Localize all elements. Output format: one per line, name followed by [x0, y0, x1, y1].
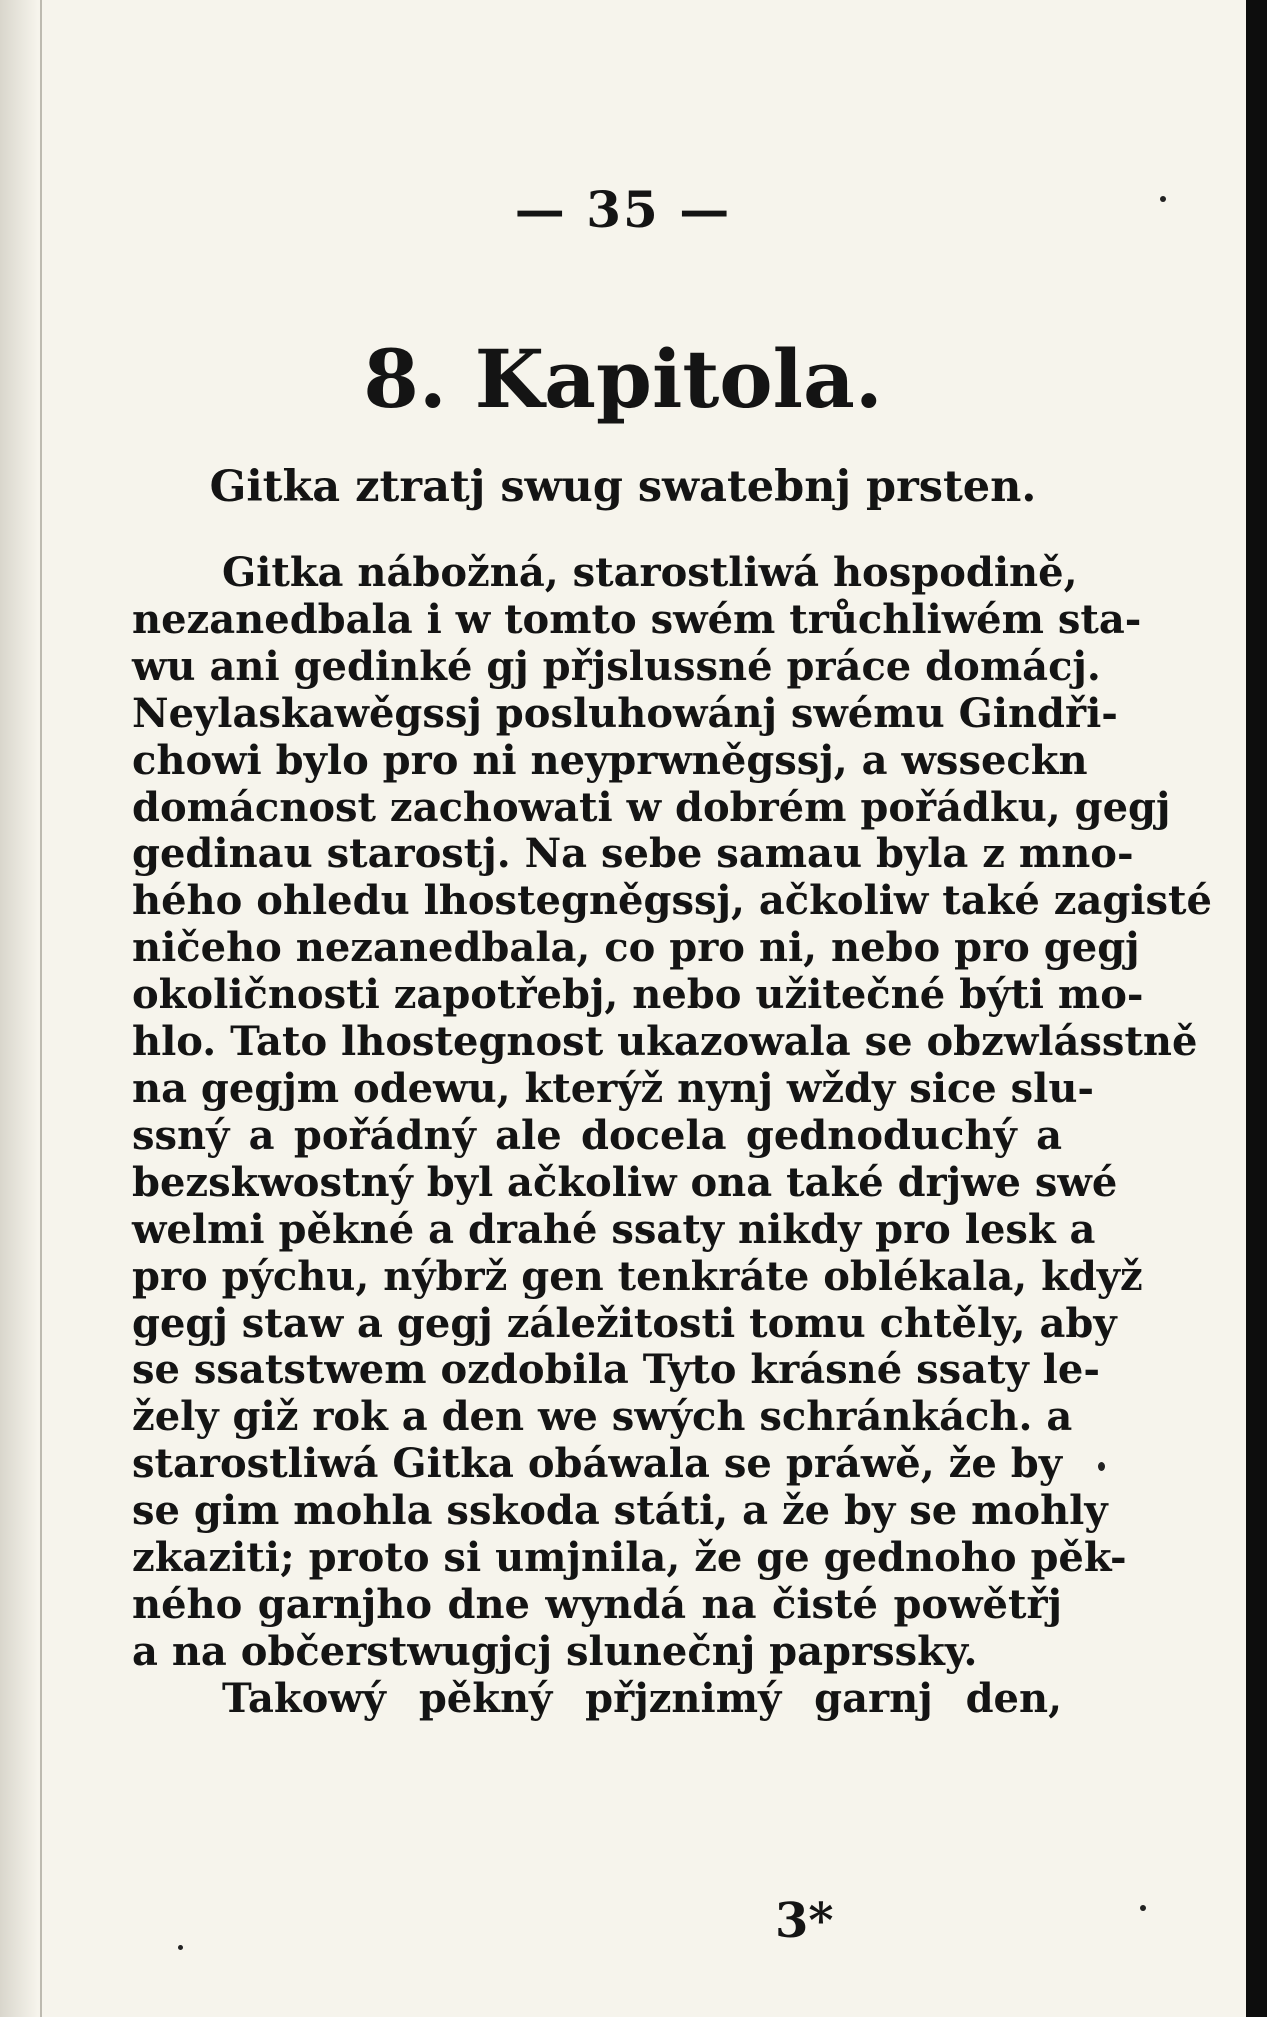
text-line: se gim mohla sskoda státi, a že by se mohly	[132, 1487, 1108, 1535]
text-line: pro pýchu, nýbrž gen tenkráte oblékala, když	[132, 1252, 1143, 1300]
body-text	[132, 549, 1212, 1723]
ink-speck	[178, 1945, 183, 1950]
text-line: wu ani gedinké gj přjslussné práce domácj.	[132, 642, 1101, 690]
text-line: Neylaskawěgssj posluhowánj swému Gindři-	[132, 689, 1118, 737]
signature-mark: 3*	[775, 1893, 834, 1949]
text-line: nezanedbala i w tomto swém trůchliwém sta-	[132, 595, 1142, 643]
text-line: Gitka nábožná, starostliwá hospodině,	[222, 549, 1078, 596]
text-line: ssný a pořádný ale docela gednoduchý a	[132, 1111, 1062, 1159]
text-line: okoličnosti zapotřebj, nebo užitečné býti mo-	[132, 971, 1144, 1019]
page-gutter-shadow	[0, 0, 38, 2017]
text-line: starostliwá Gitka obáwala se práwě, že by	[132, 1440, 1062, 1488]
chapter-title: 8. Kapitola.	[363, 332, 883, 426]
text-line: žely giž rok a den we swých schránkách. a	[132, 1393, 1073, 1441]
ink-speck	[1140, 1905, 1146, 1911]
text-line: hého ohledu lhostegněgssj, ačkoliw také zagisté	[132, 877, 1212, 925]
text-line: na gegjm odewu, kterýž nynj wždy sice slu-	[132, 1064, 1095, 1112]
text-line: bezskwostný byl ačkoliw ona také drjwe swé	[132, 1158, 1118, 1206]
text-line: welmi pěkné a drahé ssaty nikdy pro lesk a	[132, 1205, 1096, 1253]
ink-speck	[1098, 1462, 1105, 1471]
text-line: chowi bylo pro ni neyprwněgssj, a wsseckn	[132, 736, 1088, 784]
text-line: hlo. Tato lhostegnost ukazowala se obzwlásstně	[132, 1018, 1198, 1066]
text-line: gedinau starostj. Na sebe samau byla z mno-	[132, 830, 1134, 878]
page-number: — 35 —	[514, 180, 732, 239]
text-line: gegj staw a gegj záležitosti tomu chtěly, aby	[132, 1299, 1117, 1347]
text-line: domácnost zachowati w dobrém pořádku, gegj	[132, 783, 1171, 831]
text-line: a na občerstwugjcj slunečnj paprssky.	[132, 1627, 978, 1675]
text-line: ničeho nezanedbala, co pro ni, nebo pro gegj	[132, 924, 1140, 972]
text-line: Takowý pěkný přjznimý garnj den,	[222, 1674, 1062, 1722]
page-gutter-line	[40, 0, 42, 2017]
chapter-subtitle: Gitka ztratj swug swatebnj prsten.	[209, 462, 1037, 512]
text-line: zkaziti; proto si umjnila, že ge gednoho pěk-	[132, 1534, 1127, 1582]
text-line: ného garnjho dne wyndá na čisté powětřj	[132, 1580, 1062, 1628]
text-line: se ssatstwem ozdobila Tyto krásné ssaty le-	[132, 1346, 1100, 1394]
ink-speck	[1160, 196, 1166, 202]
